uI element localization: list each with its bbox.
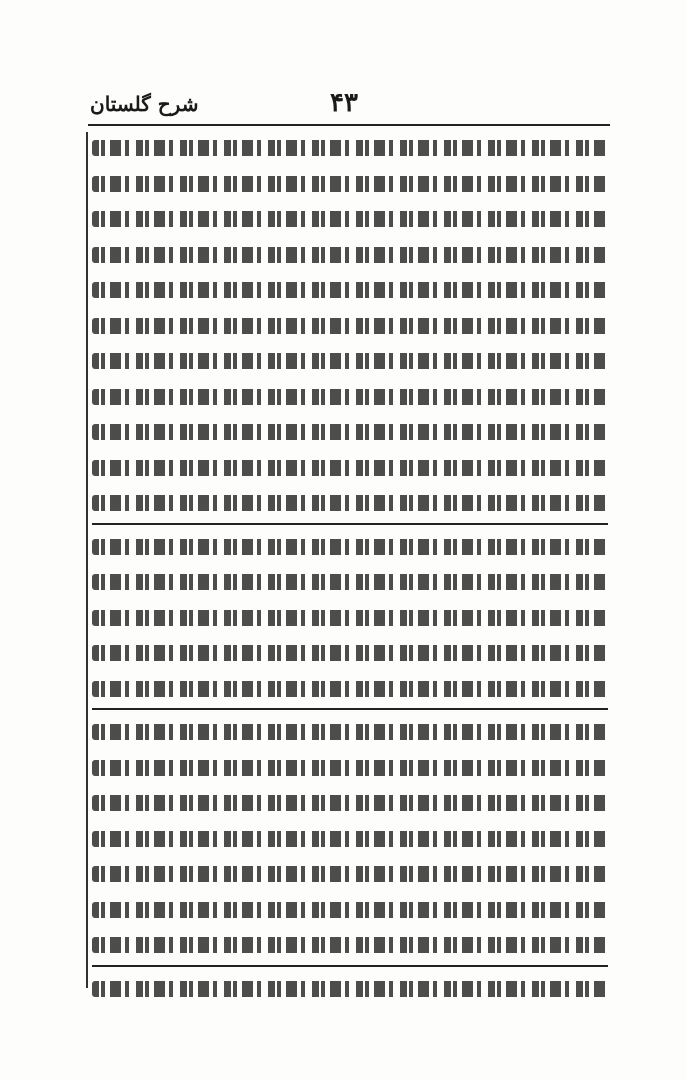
section-divider [92, 708, 608, 710]
text-line [92, 673, 608, 702]
text-line [92, 239, 608, 268]
handwritten-text-block [92, 132, 608, 988]
page-title: شرح گلستان [90, 92, 199, 116]
text-line [92, 203, 608, 232]
page-header [90, 88, 610, 128]
text-line [92, 973, 608, 1002]
text-line [92, 716, 608, 745]
section-divider [92, 523, 608, 525]
text-line [92, 823, 608, 852]
text-line [92, 274, 608, 303]
text-line [92, 310, 608, 339]
text-line [92, 858, 608, 887]
text-line [92, 929, 608, 958]
text-line [92, 566, 608, 595]
text-line [92, 452, 608, 481]
text-line [92, 602, 608, 631]
text-line [92, 416, 608, 445]
text-line [92, 381, 608, 410]
page-number: ۴۳ [330, 88, 358, 118]
text-line [92, 637, 608, 666]
text-line [92, 345, 608, 374]
section-divider [92, 965, 608, 967]
margin-rule [86, 132, 88, 988]
text-line [92, 168, 608, 197]
header-rule [88, 124, 610, 126]
text-line [92, 132, 608, 161]
text-line [92, 531, 608, 560]
text-line [92, 894, 608, 923]
text-line [92, 487, 608, 516]
text-line [92, 787, 608, 816]
text-line [92, 752, 608, 781]
